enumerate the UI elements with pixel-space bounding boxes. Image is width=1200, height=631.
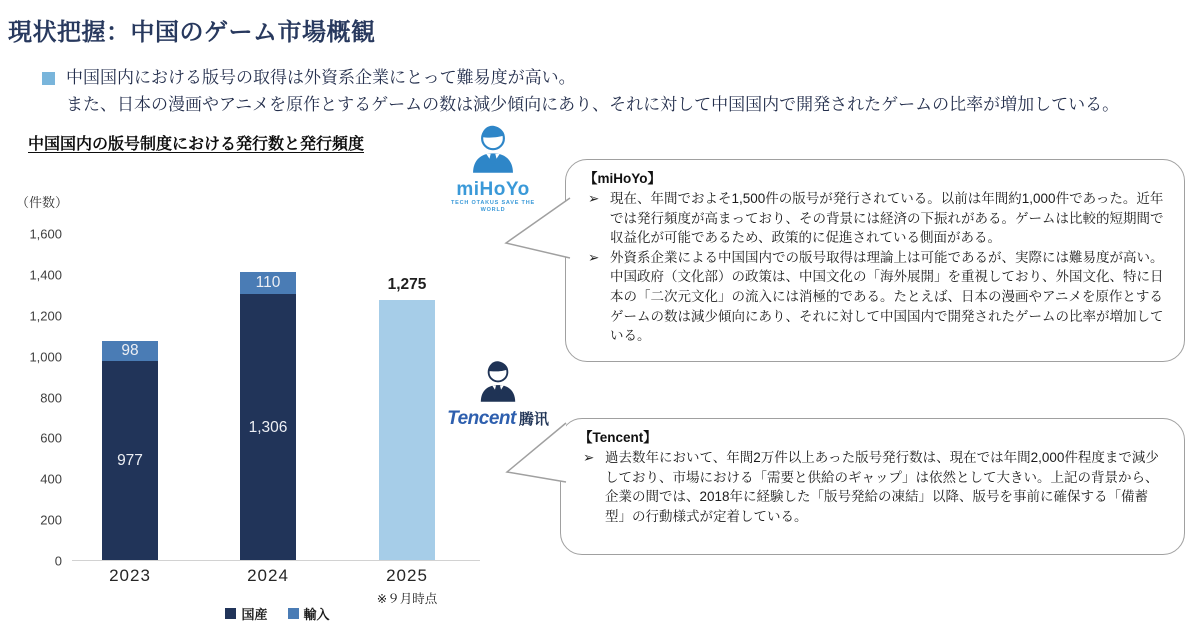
arrow-bullet-icon: ➢ xyxy=(583,450,595,465)
y-axis-tick-label: 600 xyxy=(40,430,62,446)
tencent-person-icon xyxy=(473,358,523,408)
arrow-bullet-icon: ➢ xyxy=(588,191,600,206)
legend-swatch-icon xyxy=(288,608,299,619)
tencent-bubble-header: 【Tencent】 xyxy=(579,430,657,445)
bar-segment-2025 xyxy=(379,300,435,561)
bubble-point xyxy=(584,189,1168,248)
x-axis-label: 2024 xyxy=(247,566,289,585)
bar-value-label: 98 xyxy=(121,342,139,360)
x-axis-note: ※９月時点 xyxy=(376,592,438,606)
mihoyo-speech-bubble xyxy=(565,159,1185,362)
mihoyo-bubble-header: 【miHoYo】 xyxy=(584,171,661,186)
y-axis-unit-label: （件数） xyxy=(16,195,69,210)
legend-swatch-icon xyxy=(225,608,236,619)
mihoyo-logo-text: miHoYo xyxy=(456,179,530,200)
page-title: 現状把握：中国のゲーム市場概観 xyxy=(8,19,376,46)
legend-label: 国産 xyxy=(241,607,268,622)
bubble-point xyxy=(579,448,1168,526)
x-axis-label: 2023 xyxy=(109,566,151,585)
y-axis-tick-label: 0 xyxy=(54,553,62,569)
bubble-point-text: 現在、年間でおよそ1,500件の版号が発行されている。以前は年間約1,000件であった。近年では発行頻度が高まっており、その背景には経済の下振れがある。ゲームは比較的短期間で収益化が可能であるため、政策的に促進されている側面がある。 xyxy=(610,191,1164,246)
bar-value-label: 110 xyxy=(255,273,281,291)
y-axis-tick-label: 800 xyxy=(40,390,62,405)
bar-total-label: 1,275 xyxy=(387,276,427,294)
bar-value-label: 977 xyxy=(117,452,143,470)
bubble-point-text: 過去数年において、年間2万件以上あった版号発行数は、現在では年間2,000件程度まで減少しており、市場における「需要と供給のギャップ」は依然として大きい。上記の背景から、企業の間では、2018年に経験した「版号発給の凍結」以降、版号を事前に確保する「備蓄型」の行動様式が定着している。 xyxy=(605,450,1159,524)
mihoyo-bubble-tail xyxy=(498,188,576,266)
bubble-point xyxy=(584,248,1168,346)
chart-heading: 中国国内の版号制度における発行数と発行頻度 xyxy=(28,136,365,153)
mihoyo-tagline: TECH OTAKUS SAVE THE WORLD xyxy=(451,200,535,213)
y-axis-tick-label: 1,000 xyxy=(29,349,62,365)
key-message-line-2: また、日本の漫画やアニメを原作とするゲームの数は減少傾向にあり、それに対して中国国内で開発されたゲームの比率が増加している。 xyxy=(66,95,1120,114)
mihoyo-bubble-points xyxy=(584,189,1168,346)
bar-value-label: 1,306 xyxy=(248,418,288,436)
arrow-bullet-icon: ➢ xyxy=(588,249,600,265)
y-axis-tick-label: 1,600 xyxy=(29,226,62,242)
mihoyo-person-icon xyxy=(464,122,522,180)
tencent-logo-text: Tencent xyxy=(447,408,516,429)
chart-legend xyxy=(75,604,480,623)
key-message-line-1: 中国国内における版号の取得は外資系企業にとって難易度が高い。 xyxy=(66,68,576,87)
bubble-point-text: 外資系企業による中国国内での版号取得は理論上は可能であるが、実際には難易度が高い。中国政府（文化部）の政策は、中国文化の「海外展開」を重視しており、外国文化、特に日本の「二次元文化」の流入には消極的である。たとえば、日本の漫画やアニメを原作とするゲームの数は減少傾向にあり、それに対して中国国内で開発されたゲームの比率が増加している。 xyxy=(610,249,1164,344)
tencent-bubble-points xyxy=(579,448,1168,526)
legend-item xyxy=(225,604,267,623)
tencent-speech-bubble xyxy=(560,418,1185,555)
tencent-logo-chinese: 腾讯 xyxy=(518,411,549,428)
legend-label: 輸入 xyxy=(303,607,330,622)
y-axis-tick-label: 200 xyxy=(40,512,62,528)
y-axis-tick-label: 1,400 xyxy=(29,267,62,283)
y-axis-tick-label: 400 xyxy=(40,471,62,487)
y-axis-tick-label: 1,200 xyxy=(29,308,62,324)
x-axis-label: 2025 xyxy=(386,566,428,585)
legend-item xyxy=(288,604,330,623)
x-axis-line xyxy=(72,560,480,561)
tencent-bubble-tail xyxy=(498,415,570,487)
